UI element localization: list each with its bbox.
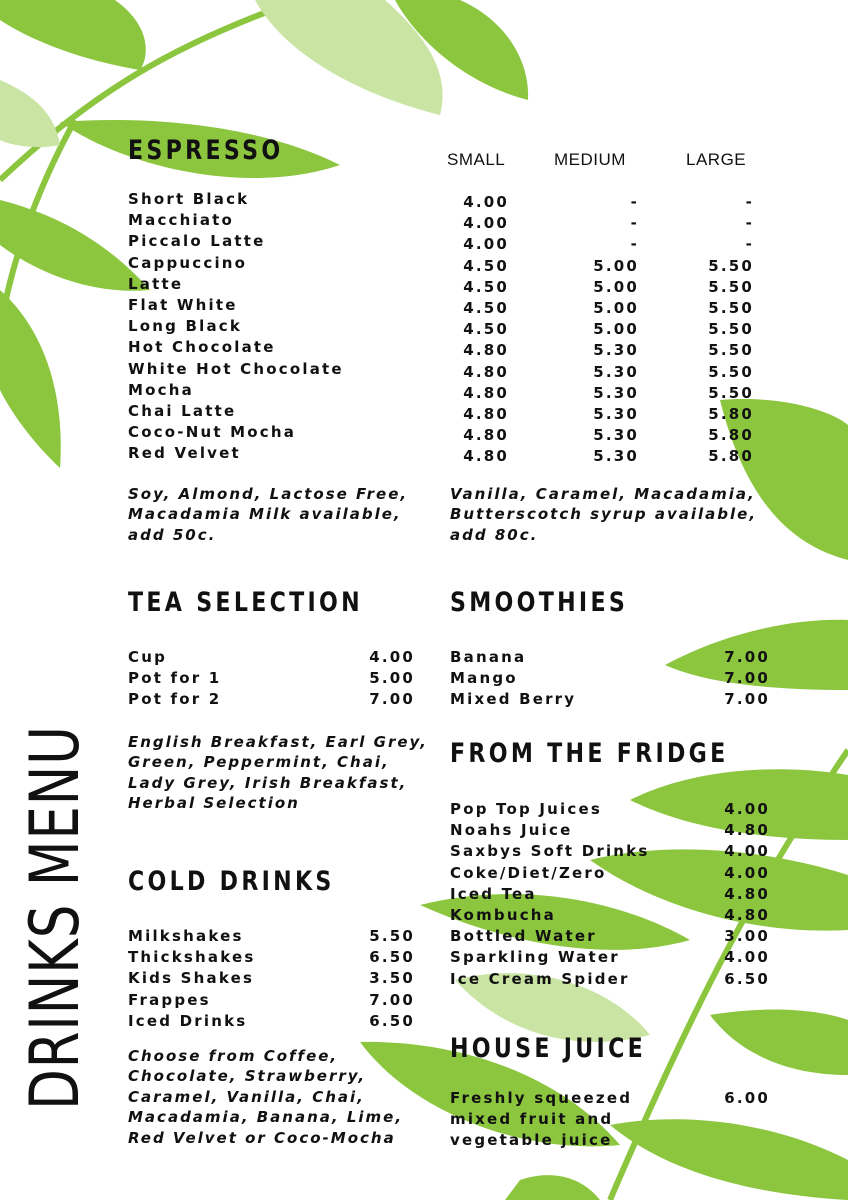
- tea-list: [128, 647, 415, 711]
- item-name: White Hot Chocolate: [128, 359, 344, 378]
- menu-item: [450, 799, 770, 820]
- item-price: 7.00: [724, 690, 770, 709]
- syrup-note: Vanilla, Caramel, Macadamia, Butterscotch syrup available, add 80c.: [450, 485, 758, 544]
- menu-item: [128, 316, 428, 337]
- item-name: Frappes: [128, 990, 211, 1009]
- espresso-list: [128, 189, 428, 464]
- cold-drinks-list: [128, 926, 415, 1032]
- price-row: [440, 319, 756, 340]
- menu-item: [128, 926, 415, 947]
- column-small-header: SMALL: [447, 150, 506, 169]
- item-price: 4.80: [724, 821, 770, 840]
- price-large: -: [745, 193, 754, 211]
- price-small: 4.80: [463, 404, 509, 423]
- price-row: [440, 383, 756, 404]
- price-small: 4.80: [463, 383, 509, 402]
- cold-drinks-note: Choose from Coffee, Chocolate, Strawberry, Caramel, Vanilla, Chai, Macadamia, Banana, Lime, Red Velvet or Coco-Mocha: [128, 1047, 404, 1147]
- price-small: 4.00: [463, 214, 509, 233]
- price-small: 4.50: [463, 298, 509, 317]
- menu-item: [128, 647, 415, 668]
- menu-item: [128, 668, 415, 689]
- price-medium: 5.30: [593, 447, 639, 466]
- item-name: Banana: [450, 648, 527, 666]
- smoothies-heading: SMOOTHIES: [450, 587, 629, 618]
- item-price: 4.00: [724, 842, 770, 861]
- item-price: 6.50: [724, 969, 770, 988]
- price-medium: -: [630, 214, 639, 233]
- price-large: 5.80: [708, 404, 754, 423]
- menu-item: [450, 820, 770, 841]
- price-medium: 5.30: [593, 426, 639, 445]
- menu-item: [128, 359, 428, 380]
- item-price: 7.00: [724, 669, 770, 688]
- price-large: 5.50: [708, 320, 754, 339]
- item-price: 4.00: [724, 800, 770, 818]
- price-small: 4.80: [463, 426, 509, 445]
- menu-item: [128, 380, 428, 401]
- price-large: 5.80: [708, 426, 754, 445]
- item-name: Thickshakes: [128, 948, 256, 967]
- item-price: 6.50: [369, 948, 415, 967]
- house-juice-heading: HOUSE JUICE: [450, 1033, 647, 1064]
- item-price: 5.00: [369, 669, 415, 688]
- price-small: 4.00: [463, 193, 509, 211]
- menu-item: [450, 947, 770, 968]
- price-medium: 5.00: [593, 277, 639, 296]
- menu-item: [128, 253, 428, 274]
- item-price: 7.00: [724, 648, 770, 666]
- menu-item: [128, 295, 428, 316]
- menu-item: [128, 947, 415, 968]
- item-price: 4.80: [724, 905, 770, 924]
- price-row: [440, 446, 756, 467]
- item-name: Iced Drinks: [128, 1011, 248, 1030]
- item-name: Red Velvet: [128, 444, 241, 463]
- item-name: Cappuccino: [128, 253, 248, 272]
- price-medium: 5.30: [593, 362, 639, 381]
- price-small: 4.80: [463, 447, 509, 466]
- tea-note: English Breakfast, Earl Grey, Green, Peppermint, Chai, Lady Grey, Irish Breakfast, Herbal Selection: [128, 733, 428, 813]
- item-name: Sparkling Water: [450, 948, 620, 967]
- cold-drinks-heading: COLD DRINKS: [128, 866, 335, 897]
- price-large: 5.50: [708, 277, 754, 296]
- price-medium: 5.30: [593, 383, 639, 402]
- price-medium: -: [630, 193, 639, 211]
- menu-item: [128, 210, 428, 231]
- item-name: Coco-Nut Mocha: [128, 423, 297, 442]
- fridge-heading: FROM THE FRIDGE: [450, 738, 729, 769]
- column-medium-header: MEDIUM: [554, 150, 626, 169]
- milk-note: Soy, Almond, Lactose Free, Macadamia Milk available, add 50c.: [128, 485, 409, 544]
- price-row: [440, 277, 756, 298]
- item-price: 7.00: [369, 690, 415, 709]
- price-small: 4.00: [463, 235, 509, 254]
- item-name: Latte: [128, 274, 184, 293]
- item-name: Macchiato: [128, 211, 235, 230]
- espresso-heading: ESPRESSO: [128, 135, 284, 166]
- menu-item: [450, 884, 770, 905]
- smoothies-list: [450, 647, 770, 711]
- price-medium: 5.00: [593, 256, 639, 275]
- house-juice-description: Freshly squeezed mixed fruit and vegetable juice: [450, 1089, 633, 1149]
- price-medium: 5.30: [593, 404, 639, 423]
- menu-item: [450, 647, 770, 668]
- menu-item: [128, 274, 428, 295]
- menu-item: [450, 905, 770, 926]
- menu-item: [450, 841, 770, 862]
- item-name: Pot for 2: [128, 690, 222, 709]
- item-price: 4.80: [724, 884, 770, 903]
- price-large: 5.50: [708, 341, 754, 360]
- price-row: [440, 298, 756, 319]
- price-row: [440, 234, 756, 255]
- item-price: 5.50: [369, 927, 415, 945]
- price-row: [440, 256, 756, 277]
- menu-item: [128, 231, 428, 252]
- price-large: -: [745, 235, 754, 254]
- espresso-price-table: [440, 192, 756, 467]
- price-medium: 5.30: [593, 341, 639, 360]
- menu-item: [128, 401, 428, 422]
- item-price: 3.00: [724, 927, 770, 946]
- item-name: Milkshakes: [128, 927, 244, 945]
- menu-item: [128, 337, 428, 358]
- item-name: Pop Top Juices: [450, 800, 602, 818]
- item-price: 4.00: [724, 948, 770, 967]
- item-name: Bottled Water: [450, 927, 597, 946]
- price-row: [440, 213, 756, 234]
- item-name: Flat White: [128, 295, 238, 314]
- item-name: Saxbys Soft Drinks: [450, 842, 650, 861]
- menu-item: [128, 443, 428, 464]
- price-large: 5.50: [708, 298, 754, 317]
- price-medium: -: [630, 235, 639, 254]
- menu-item: [450, 926, 770, 947]
- price-small: 4.50: [463, 256, 509, 275]
- item-name: Pot for 1: [128, 669, 222, 688]
- price-medium: 5.00: [593, 298, 639, 317]
- item-name: Ice Cream Spider: [450, 969, 630, 988]
- price-medium: 5.00: [593, 320, 639, 339]
- item-name: Kombucha: [450, 905, 557, 924]
- house-juice-price: 6.00: [724, 1089, 770, 1107]
- price-large: 5.50: [708, 383, 754, 402]
- item-name: Iced Tea: [450, 884, 537, 903]
- tea-heading: TEA SELECTION: [128, 587, 363, 618]
- item-name: Cup: [128, 648, 168, 666]
- price-row: [440, 404, 756, 425]
- item-price: 4.00: [724, 863, 770, 882]
- item-name: Piccalo Latte: [128, 232, 266, 251]
- price-row: [440, 362, 756, 383]
- price-large: -: [745, 214, 754, 233]
- item-name: Mocha: [128, 380, 194, 399]
- menu-item: [450, 863, 770, 884]
- item-name: Hot Chocolate: [128, 338, 276, 357]
- menu-item: [450, 668, 770, 689]
- menu-item: [128, 968, 415, 989]
- item-price: 4.00: [369, 648, 415, 666]
- item-name: Mixed Berry: [450, 690, 577, 709]
- price-small: 4.80: [463, 341, 509, 360]
- price-large: 5.50: [708, 362, 754, 381]
- item-name: Mango: [450, 669, 518, 688]
- menu-item: [128, 990, 415, 1011]
- price-row: [440, 425, 756, 446]
- menu-item: [128, 189, 428, 210]
- menu-item: [450, 689, 770, 710]
- price-large: 5.80: [708, 447, 754, 466]
- menu-item: [128, 422, 428, 443]
- price-small: 4.80: [463, 362, 509, 381]
- price-small: 4.50: [463, 320, 509, 339]
- item-name: Noahs Juice: [450, 821, 573, 840]
- item-price: 7.00: [369, 990, 415, 1009]
- item-name: Short Black: [128, 190, 250, 208]
- item-name: Chai Latte: [128, 401, 237, 420]
- menu-title: DRINKS MENU: [16, 725, 95, 1110]
- price-large: 5.50: [708, 256, 754, 275]
- price-row: [440, 192, 756, 213]
- fridge-list: [450, 799, 770, 990]
- column-large-header: LARGE: [686, 150, 747, 169]
- item-price: 6.50: [369, 1011, 415, 1030]
- item-name: Kids Shakes: [128, 969, 255, 988]
- item-price: 3.50: [369, 969, 415, 988]
- item-name: Long Black: [128, 317, 243, 336]
- menu-item: [128, 1011, 415, 1032]
- menu-item: [128, 689, 415, 710]
- item-name: Coke/Diet/Zero: [450, 863, 607, 882]
- menu-item: [450, 969, 770, 990]
- price-small: 4.50: [463, 277, 509, 296]
- price-row: [440, 340, 756, 361]
